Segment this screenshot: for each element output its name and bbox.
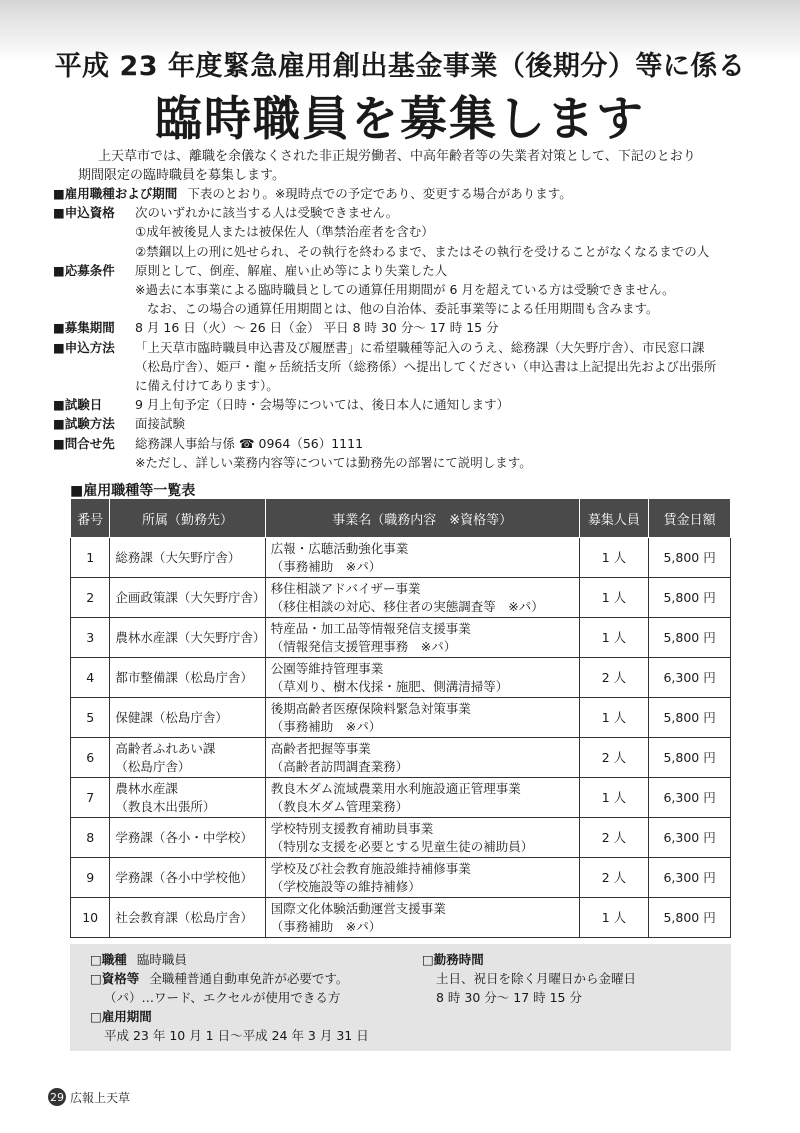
- cell-project-text: （事務補助 ※パ）: [270, 558, 382, 574]
- cell-department: [110, 658, 265, 698]
- detail-line: に備え付けてあります）。: [135, 378, 279, 394]
- cell-project-text: 後期高齢者医療保険料緊急対策事業: [270, 700, 471, 716]
- table-row: [71, 858, 731, 898]
- cell-department-text: 都市整備課（松島庁舎）: [115, 669, 253, 685]
- detail-line: ※ただし、詳しい業務内容等については勤務先の部署にて説明します。: [135, 454, 532, 470]
- cell-department-text: 農林水産課 （教良木出張所）: [115, 780, 216, 814]
- cell-department-text: 高齢者ふれあい課 （松島庁舎）: [115, 740, 216, 774]
- cell-number-text: 4: [86, 669, 95, 685]
- cell-wage-text: 5,800 円: [663, 709, 716, 725]
- period-label: □雇用期間: [90, 1009, 152, 1024]
- table-row: [71, 778, 731, 818]
- header-wage: 賃金日額: [649, 499, 731, 538]
- detail-application-method: [53, 338, 773, 396]
- hours-label: □勤務時間: [422, 952, 484, 967]
- cell-project-text: （事務補助 ※パ）: [270, 918, 382, 934]
- cell-number-text: 6: [86, 749, 95, 765]
- page-title: 臨時職員を募集します: [155, 92, 645, 147]
- cell-project-text: 教良木ダム流域農業用水利施設適正管理事業: [270, 780, 521, 796]
- cell-project: [265, 698, 579, 738]
- cell-project-text: （移住相談の対応、移住者の実態調査等 ※パ）: [270, 598, 544, 614]
- cell-wage-text: 5,800 円: [663, 909, 716, 925]
- cell-wage-text: 6,300 円: [663, 829, 716, 845]
- header-count: 募集人員: [579, 499, 649, 538]
- cell-wage: [649, 778, 731, 818]
- hours-line-2: 8 時 30 分～ 17 時 15 分: [436, 990, 582, 1005]
- cell-number-text: 9: [86, 869, 95, 885]
- cell-department-text: 企画政策課（大矢野庁舎）: [115, 589, 266, 605]
- cell-department-text: 総務課（大矢野庁舎）: [115, 549, 241, 565]
- detail-label: ■募集期間: [53, 320, 115, 336]
- job-type-value: 臨時職員: [136, 952, 187, 967]
- cell-count-text: 2 人: [601, 749, 627, 765]
- cell-count-text: 1 人: [601, 629, 627, 645]
- detail-label: ■問合せ先: [53, 435, 115, 451]
- cell-project: [265, 538, 579, 578]
- cell-project-text: 特産品・加工品等情報発信支援事業: [270, 620, 471, 636]
- jobs-table: [70, 498, 731, 938]
- cell-number: [71, 818, 110, 858]
- cell-count: [579, 738, 649, 778]
- cell-project-text: 公園等維持管理事業: [270, 660, 384, 676]
- cell-wage: [649, 898, 731, 938]
- cell-wage-text: 6,300 円: [663, 789, 716, 805]
- cell-wage: [649, 698, 731, 738]
- cell-wage-text: 6,300 円: [663, 669, 716, 685]
- table-body: [71, 538, 731, 938]
- table-row: [71, 578, 731, 618]
- cell-project: [265, 738, 579, 778]
- detail-line: ②禁錮以上の刑に処せられ、その執行を終わるまで、またはその執行を受けることがなくなるまでの人: [135, 243, 710, 259]
- cell-department: [110, 858, 265, 898]
- cell-department: [110, 578, 265, 618]
- cell-wage-text: 5,800 円: [663, 749, 716, 765]
- table-title: ■雇用職種等一覧表: [70, 483, 196, 499]
- cell-project-text: （学校施設等の維持補修）: [270, 878, 421, 894]
- cell-wage: [649, 658, 731, 698]
- cell-count: [579, 858, 649, 898]
- detail-label: ■試験日: [53, 397, 103, 413]
- cell-project-text: 学校特別支援教育補助員事業: [270, 820, 434, 836]
- cell-project: [265, 778, 579, 818]
- cell-count-text: 2 人: [601, 829, 627, 845]
- detail-line: 原則として、倒産、解雇、雇い止め等により失業した人: [135, 262, 448, 278]
- cell-project-text: （高齢者訪問調査業務）: [270, 758, 409, 774]
- table-row: [71, 618, 731, 658]
- page-number: 29: [48, 1088, 66, 1106]
- cell-count: [579, 658, 649, 698]
- cell-number: [71, 738, 110, 778]
- cell-count: [579, 818, 649, 858]
- cell-number-text: 2: [86, 589, 95, 605]
- cell-department: [110, 698, 265, 738]
- cell-number: [71, 778, 110, 818]
- detail-line: （松島庁舎）、姫戸・龍ヶ岳統括支所（総務係）へ提出してください（申込書は上記提出先および出張所: [135, 358, 717, 374]
- cell-department: [110, 738, 265, 778]
- table-row: [71, 658, 731, 698]
- cell-number: [71, 618, 110, 658]
- cell-count-text: 1 人: [601, 909, 627, 925]
- cell-project: [265, 578, 579, 618]
- cell-number: [71, 898, 110, 938]
- cell-project-text: （特別な支援を必要とする児童生徒の補助員）: [270, 838, 534, 854]
- notes-right-column: [422, 950, 722, 1007]
- cell-project-text: 国際文化体験活動運営支援事業: [270, 900, 446, 916]
- cell-department-text: 保健課（松島庁舎）: [115, 709, 228, 725]
- page-footer: [48, 1088, 130, 1106]
- cell-number-text: 1: [86, 549, 95, 565]
- table-row: [71, 738, 731, 778]
- intro-text: [60, 147, 740, 185]
- cell-wage: [649, 858, 731, 898]
- cell-project: [265, 618, 579, 658]
- cell-department: [110, 778, 265, 818]
- cell-count: [579, 538, 649, 578]
- detail-label: ■応募条件: [53, 262, 115, 278]
- detail-label: ■申込方法: [53, 339, 115, 355]
- cell-count: [579, 618, 649, 658]
- cell-wage: [649, 738, 731, 778]
- cell-number: [71, 658, 110, 698]
- cell-department-text: 学務課（各小・中学校）: [115, 829, 253, 845]
- cell-project-text: 広報・広聴活動強化事業: [270, 540, 409, 556]
- cell-project-text: （事務補助 ※パ）: [270, 718, 382, 734]
- detail-eligibility: [53, 203, 773, 261]
- cell-project-text: （情報発信支援管理事務 ※パ）: [270, 638, 457, 654]
- cell-count-text: 2 人: [601, 869, 627, 885]
- cell-wage-text: 5,800 円: [663, 549, 716, 565]
- detail-line: 8 月 16 日（火）～ 26 日（金） 平日 8 時 30 分～ 17 時 15 分: [135, 320, 499, 336]
- table-row: [71, 818, 731, 858]
- cell-project: [265, 858, 579, 898]
- pa-note: （パ）…ワード、エクセルが使用できる方: [104, 990, 341, 1005]
- cell-number: [71, 578, 110, 618]
- cell-project-text: （草刈り、樹木伐採・施肥、側溝清掃等）: [270, 678, 509, 694]
- cell-project: [265, 818, 579, 858]
- cell-count-text: 1 人: [601, 789, 627, 805]
- cell-number-text: 5: [86, 709, 95, 725]
- cell-project-text: （教良木ダム管理業務）: [270, 798, 409, 814]
- cell-project-text: 学校及び社会教育施設維持補修事業: [270, 860, 471, 876]
- cell-count-text: 1 人: [601, 709, 627, 725]
- job-type-label: □職種: [90, 952, 127, 967]
- cell-number: [71, 698, 110, 738]
- notes-box: [70, 944, 731, 1051]
- cell-count: [579, 578, 649, 618]
- detail-employment-type: [53, 184, 773, 203]
- cell-department-text: 社会教育課（松島庁舎）: [115, 909, 253, 925]
- recruitment-details: [53, 184, 773, 472]
- cell-wage: [649, 578, 731, 618]
- cell-wage: [649, 538, 731, 578]
- detail-label: ■申込資格: [53, 205, 115, 221]
- hours-line-1: 土日、祝日を除く月曜日から金曜日: [436, 971, 637, 986]
- cell-department: [110, 618, 265, 658]
- notes-left-column: [90, 950, 410, 1045]
- cell-count: [579, 778, 649, 818]
- cell-project: [265, 658, 579, 698]
- detail-exam-date: [53, 395, 773, 414]
- header-project: 事業名（職務内容 ※資格等）: [265, 499, 579, 538]
- table-row: [71, 538, 731, 578]
- detail-line: 総務課人事給与係 ☎ 0964（56）1111: [135, 435, 364, 451]
- table-row: [71, 898, 731, 938]
- cell-number-text: 7: [86, 789, 95, 805]
- cell-count-text: 2 人: [601, 669, 627, 685]
- publication-name: 広報上天草: [70, 1090, 131, 1105]
- cell-number-text: 3: [86, 629, 95, 645]
- detail-application-period: [53, 318, 773, 337]
- detail-line: ①成年被後見人または被保佐人（準禁治産者を含む）: [135, 224, 434, 240]
- cell-wage-text: 5,800 円: [663, 629, 716, 645]
- cell-project-text: 移住相談アドバイザー事業: [270, 580, 421, 596]
- detail-line: 次のいずれかに該当する人は受験できません。: [135, 205, 399, 221]
- cell-department-text: 農林水産課（大矢野庁舎）: [115, 629, 266, 645]
- detail-line: 「上天草市臨時職員申込書及び履歴書」に希望職種等記入のうえ、総務課（大矢野庁舎）、市民窓口課: [135, 339, 705, 355]
- cell-count-text: 1 人: [601, 549, 627, 565]
- cell-department-text: 学務課（各小中学校他）: [115, 869, 253, 885]
- cell-department: [110, 898, 265, 938]
- cell-number-text: 10: [82, 909, 99, 925]
- intro-line-2: 期間限定の臨時職員を募集します。: [78, 168, 285, 183]
- cell-project-text: 高齢者把握等事業: [270, 740, 371, 756]
- cell-number-text: 8: [86, 829, 95, 845]
- cell-project: [265, 898, 579, 938]
- detail-label: ■試験方法: [53, 416, 115, 432]
- detail-conditions: [53, 261, 773, 319]
- cell-department: [110, 818, 265, 858]
- intro-line-1: 上天草市では、離職を余儀なくされた非正規労働者、中高年齢者等の失業者対策として、下記のとおり: [98, 149, 696, 164]
- detail-line: 9 月上旬予定（日時・会場等については、後日本人に通知します）: [135, 397, 510, 413]
- cell-department: [110, 538, 265, 578]
- cell-wage-text: 5,800 円: [663, 589, 716, 605]
- cell-wage: [649, 818, 731, 858]
- cell-number: [71, 538, 110, 578]
- header-department: 所属（勤務先）: [110, 499, 265, 538]
- table-row: [71, 698, 731, 738]
- period-value: 平成 23 年 10 月 1 日～平成 24 年 3 月 31 日: [104, 1028, 369, 1043]
- page-subtitle: 平成 23 年度緊急雇用創出基金事業（後期分）等に係る: [54, 51, 746, 82]
- detail-line: 面接試験: [135, 416, 186, 432]
- cell-wage-text: 6,300 円: [663, 869, 716, 885]
- qualification-value: 全職種普通自動車免許が必要です。: [149, 971, 349, 986]
- cell-count: [579, 898, 649, 938]
- cell-count-text: 1 人: [601, 589, 627, 605]
- detail-exam-method: [53, 414, 773, 433]
- detail-line: 下表のとおり。※現時点での予定であり、変更する場合があります。: [187, 186, 572, 201]
- header-number: 番号: [71, 499, 110, 538]
- detail-contact: [53, 434, 773, 472]
- qualification-label: □資格等: [90, 971, 140, 986]
- cell-number: [71, 858, 110, 898]
- table-header-row: [71, 499, 731, 538]
- detail-line: ※過去に本事業による臨時職員としての通算任用期間が 6 月を超えている方は受験できません。: [135, 282, 675, 298]
- detail-line: なお、この場合の通算任用期間とは、他の自治体、委託事業等による任用期間も含みます。: [147, 301, 659, 317]
- detail-label: ■雇用職種および期間: [53, 186, 178, 201]
- cell-wage: [649, 618, 731, 658]
- cell-count: [579, 698, 649, 738]
